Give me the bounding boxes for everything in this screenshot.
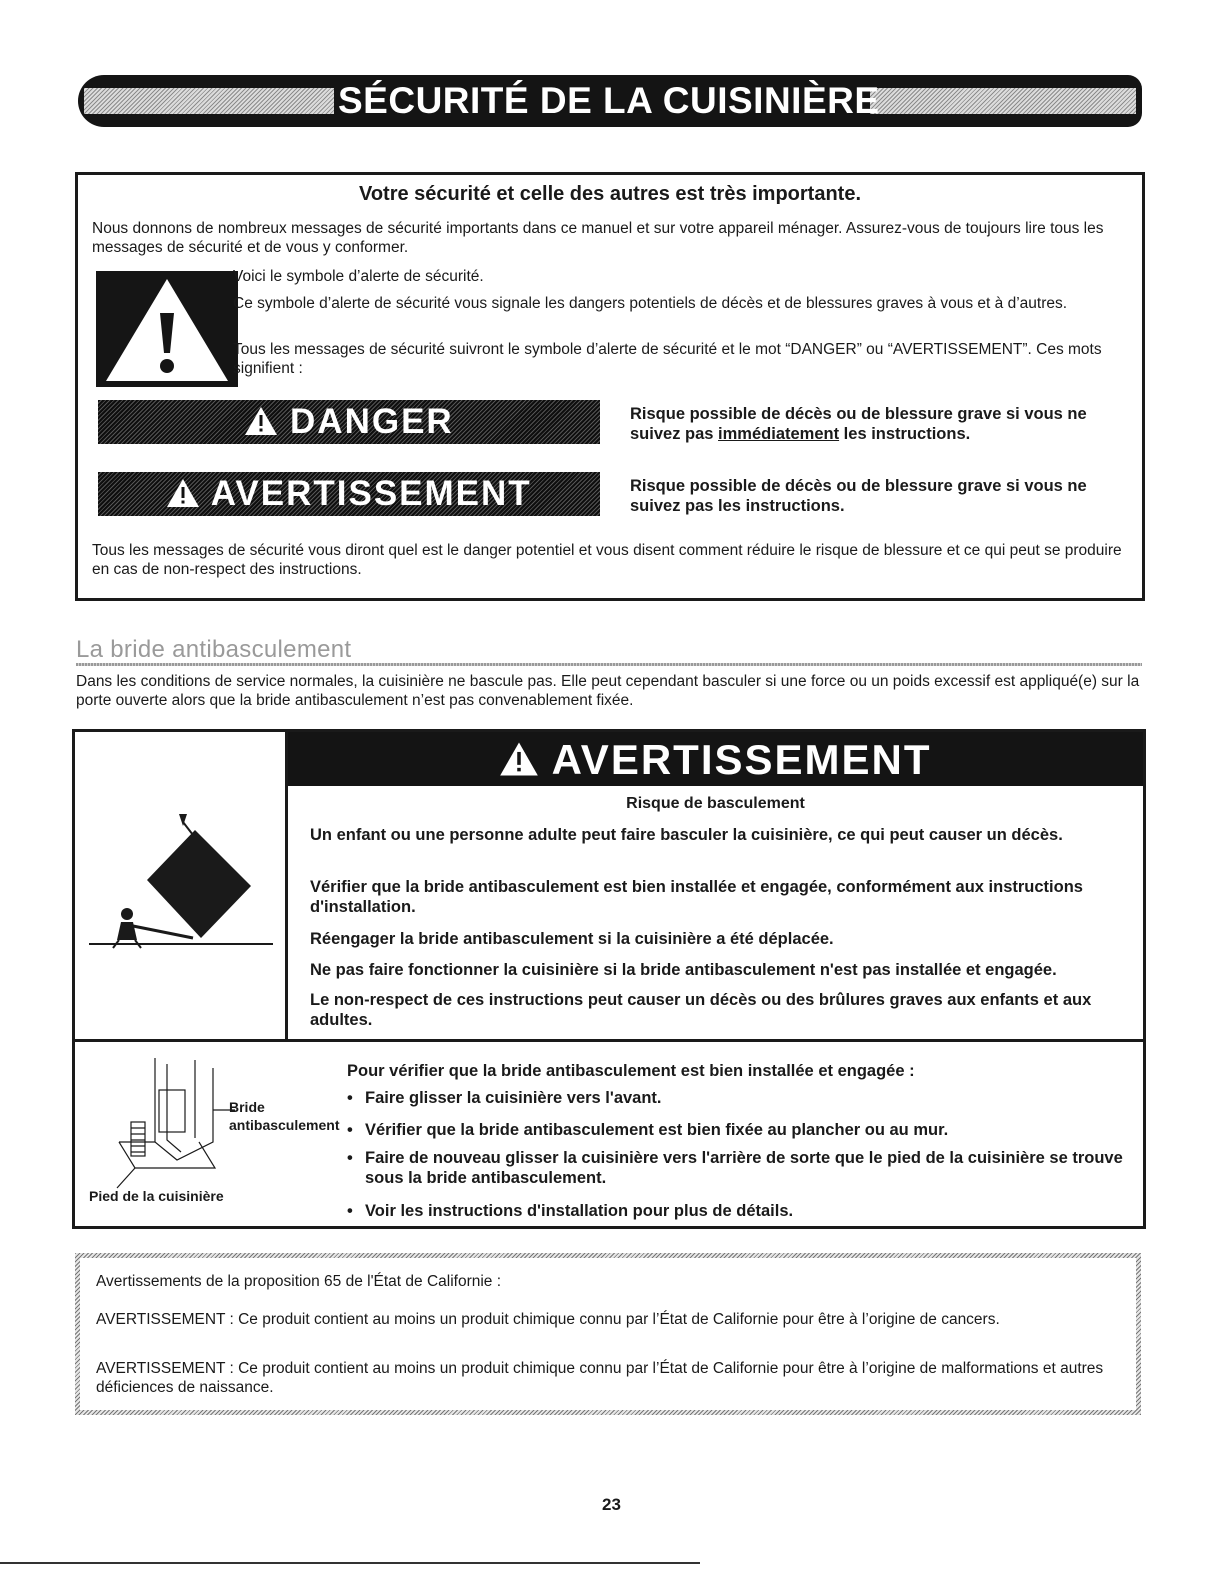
- warning-header: [288, 732, 1143, 786]
- warning-line: Ne pas faire fonctionner la cuisinière si la bride antibasculement n'est pas installée et engagée.: [310, 961, 1057, 979]
- warning-line: Un enfant ou une personne adulte peut faire basculer la cuisinière, ce qui peut causer un décès.: [310, 826, 1063, 844]
- footer-rule: [0, 1562, 700, 1564]
- prop65-heading: Avertissements de la proposition 65 de l'État de Californie :: [96, 1273, 502, 1290]
- prop65-content: [80, 1258, 1136, 1410]
- check-instructions-title: Pour vérifier que la bride antibasculement est bien installée et engagée :: [347, 1062, 915, 1080]
- intro-heading: Votre sécurité et celle des autres est très importante.: [358, 183, 862, 205]
- warning-header-label: AVERTISSEMENT: [551, 736, 932, 783]
- danger-signal-bar: [98, 400, 600, 444]
- symbol-text: Tous les messages de sécurité suivront le symbole d’alerte de sécurité et le mot “DANGER” ou “AVERTISSEMENT”. Ces mots signifient :: [233, 341, 1102, 377]
- prop65-warning: AVERTISSEMENT : Ce produit contient au moins un produit chimique connu par l’État de Californie pour être à l’origine de malformations et autres déficiences de naissance.: [96, 1360, 1104, 1396]
- symbol-text: Voici le symbole d’alerte de sécurité.: [233, 268, 484, 285]
- check-list-item: • Faire de nouveau glisser la cuisinière vers l'arrière de sorte que le pied de la cuisinière se trouve sous la bride antibasculement.: [347, 1148, 1145, 1188]
- danger-description: Risque possible de décès ou de blessure grave si vous ne suivez pas immédiatement les instructions.: [630, 405, 1087, 443]
- warning-signal-bar: [98, 472, 600, 516]
- page-number: 23: [602, 1495, 621, 1514]
- danger-label: DANGER: [290, 402, 454, 441]
- warning-line: Vérifier que la bride antibasculement est bien installée et engagée, conformément aux instructions d'installation.: [310, 878, 1083, 916]
- banner-hatch-right: [870, 88, 1136, 114]
- alert-triangle-icon: [244, 402, 290, 441]
- check-list-item: • Voir les instructions d'installation pour plus de détails.: [347, 1201, 1145, 1221]
- safety-intro-box: [75, 172, 1145, 601]
- tipping-range-illustration: [83, 792, 278, 1007]
- safety-alert-symbol-icon: [96, 271, 238, 387]
- bracket-label: Bride antibasculement: [229, 1099, 340, 1133]
- divider: [75, 1039, 1143, 1042]
- tip-over-warning-box: [72, 729, 1146, 1229]
- intro-footer: Tous les messages de sécurité vous diront quel est le danger potentiel et vous disent comment réduire le risque de blessure et ce qui peut se produire en cas de non-respect des instructions.: [92, 542, 1122, 578]
- range-foot-label: Pied de la cuisinière: [89, 1188, 224, 1204]
- prop65-box: [75, 1253, 1141, 1415]
- alert-triangle-icon: [166, 474, 210, 513]
- warning-line: Réengager la bride antibasculement si la cuisinière a été déplacée.: [310, 930, 834, 948]
- section-paragraph: Dans les conditions de service normales, la cuisinière ne bascule pas. Elle peut cependant basculer si une force ou un poids excessif est appliqué(e) sur la porte ouverte alors que la bride antibasculement n’est pas convenablement fixée.: [76, 673, 1140, 709]
- warning-line: Le non-respect de ces instructions peut causer un décès ou des brûlures graves aux enfants et aux adultes.: [310, 991, 1092, 1029]
- check-list-item: • Faire glisser la cuisinière vers l'avant.: [347, 1088, 1145, 1108]
- warning-label: AVERTISSEMENT: [210, 474, 532, 513]
- anti-tip-bracket-illustration: [95, 1050, 235, 1195]
- prop65-warning: AVERTISSEMENT : Ce produit contient au moins un produit chimique connu par l’État de Californie pour être à l’origine de cancers.: [96, 1311, 1000, 1328]
- intro-paragraph: Nous donnons de nombreux messages de sécurité importants dans ce manuel et sur votre appareil ménager. Assurez-vous de toujours lire tous les messages de sécurité et de vous y conformer.: [92, 220, 1104, 256]
- symbol-text: Ce symbole d’alerte de sécurité vous signale les dangers potentiels de décès et de blessures graves à vous et à d’autres.: [233, 295, 1068, 312]
- section-divider: [76, 663, 1142, 666]
- warning-description: Risque possible de décès ou de blessure grave si vous ne suivez pas les instructions.: [630, 477, 1087, 515]
- banner-hatch-left: [84, 88, 334, 114]
- page-title: SÉCURITÉ DE LA CUISINIÈRE: [338, 80, 880, 121]
- section-title: La bride antibasculement: [76, 636, 352, 663]
- hazard-title: Risque de basculement: [626, 795, 805, 812]
- check-list-item: • Vérifier que la bride antibasculement est bien fixée au plancher ou au mur.: [347, 1120, 1145, 1140]
- alert-triangle-icon: [499, 736, 551, 783]
